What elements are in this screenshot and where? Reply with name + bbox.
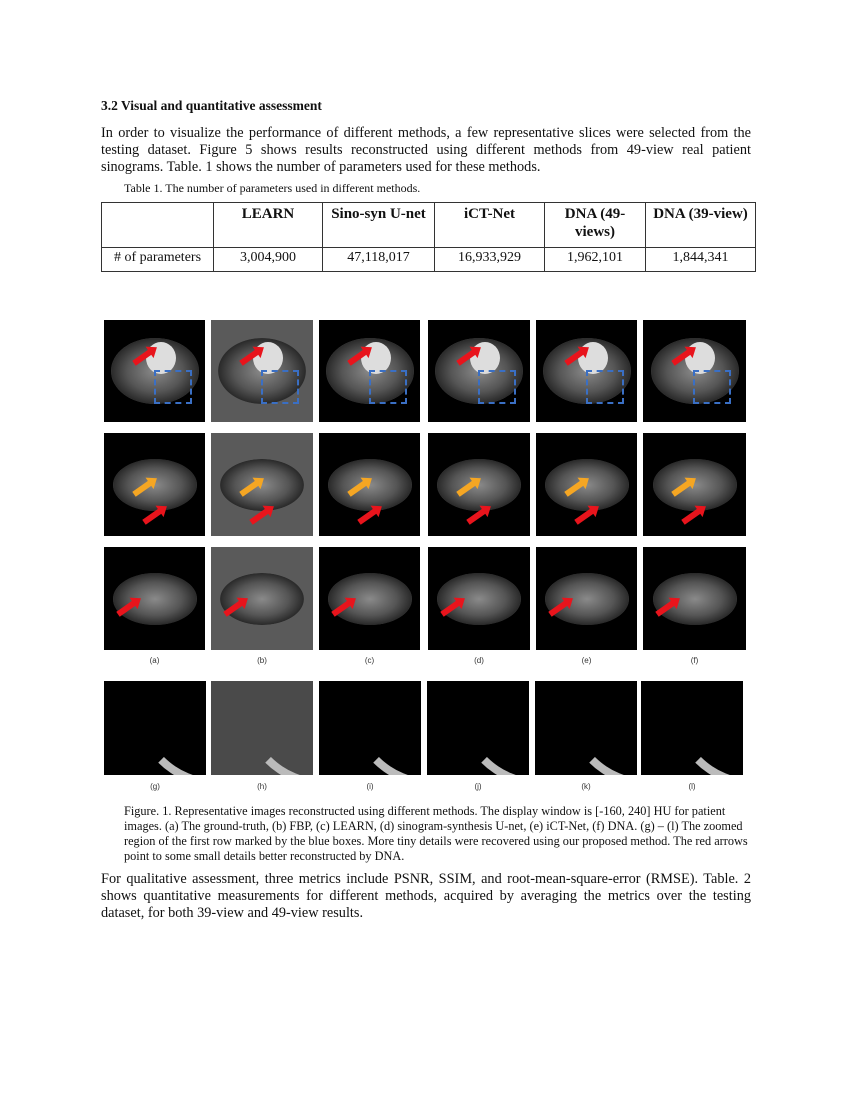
table-cell: 47,118,017 — [323, 248, 435, 272]
ct-image — [643, 320, 746, 422]
zoomed-ct-image — [319, 681, 421, 775]
table-header: DNA (39-view) — [646, 203, 756, 248]
table-cell: 1,844,341 — [646, 248, 756, 272]
table-caption: Table 1. The number of parameters used in different methods. — [124, 181, 421, 195]
figure-caption: Figure. 1. Representative images reconstructed using different methods. The display window is [-160, 240] HU for patient images. (a) The ground-truth, (b) FBP, (c) LEARN, (d) sinogram-synthesis U-net, (e) iCT-Net, (f) DNA. (g) – (l) The zoomed region of the first row marked by the blue boxes. More tiny details were recovered using our proposed method. The red arrows point to some small details better reconstructed by DNA. — [124, 804, 748, 863]
zoomed-ct-image — [211, 681, 313, 775]
zoom-box-marker — [586, 370, 624, 404]
zoomed-ct-image — [535, 681, 637, 775]
ct-image — [536, 547, 637, 650]
table-row — [102, 248, 756, 272]
ct-image — [643, 433, 746, 536]
ct-image — [428, 320, 530, 422]
table-cell: 16,933,929 — [435, 248, 545, 272]
zoom-box-marker — [478, 370, 516, 404]
ct-image — [104, 547, 205, 650]
table-header: iCT-Net — [435, 203, 545, 248]
zoom-box-marker — [261, 370, 299, 404]
paragraph: For qualitative assessment, three metrics include PSNR, SSIM, and root-mean-square-error (RMSE). Table. 2 shows quantitative measurements for different methods, acquired by averaging the metrics over the testing dataset, for both 39-view and 49-view results. — [101, 871, 751, 921]
table-cell: 3,004,900 — [214, 248, 323, 272]
table-header-row — [102, 203, 756, 248]
chest-wall — [349, 681, 421, 775]
chest-wall — [241, 681, 313, 775]
ct-image — [428, 433, 530, 536]
zoomed-ct-image — [641, 681, 743, 775]
ct-image — [643, 547, 746, 650]
subfigure-label: (g) — [150, 782, 160, 791]
subfigure-label: (l) — [688, 782, 696, 791]
ct-image — [104, 433, 205, 536]
zoomed-ct-image — [427, 681, 529, 775]
zoom-box-marker — [154, 370, 192, 404]
subfigure-label: (d) — [474, 656, 484, 665]
ct-image — [211, 320, 313, 422]
ct-image — [211, 547, 313, 650]
chest-wall — [134, 681, 206, 775]
body-outline — [113, 573, 197, 625]
body-outline — [545, 573, 629, 625]
table-header: Sino-syn U-net — [323, 203, 435, 248]
zoom-box-marker — [369, 370, 407, 404]
body-outline — [220, 573, 304, 625]
ct-image — [211, 433, 313, 536]
section-heading: 3.2 Visual and quantitative assessment — [101, 98, 322, 113]
table-header: LEARN — [214, 203, 323, 248]
table-cell: # of parameters — [102, 248, 214, 272]
ct-image — [319, 320, 420, 422]
chest-wall — [457, 681, 529, 775]
zoomed-ct-image — [104, 681, 206, 775]
subfigure-label: (e) — [581, 656, 592, 665]
body-outline — [328, 573, 412, 625]
ct-image — [536, 433, 637, 536]
parameters-table — [101, 202, 756, 272]
subfigure-label: (f) — [690, 656, 699, 665]
ct-image — [536, 320, 637, 422]
subfigure-label: (i) — [366, 782, 374, 791]
ct-image — [428, 547, 530, 650]
table-cell: 1,962,101 — [545, 248, 646, 272]
subfigure-label: (a) — [149, 656, 160, 665]
body-outline — [653, 573, 737, 625]
subfigure-label: (c) — [364, 656, 375, 665]
ct-image — [319, 433, 420, 536]
ct-image — [319, 547, 420, 650]
subfigure-label: (b) — [257, 656, 267, 665]
chest-wall — [565, 681, 637, 775]
subfigure-label: (h) — [257, 782, 267, 791]
ct-image — [104, 320, 205, 422]
body-outline — [437, 573, 521, 625]
subfigure-label: (j) — [474, 782, 482, 791]
paragraph: In order to visualize the performance of different methods, a few representative slices were selected from the testing dataset. Figure 5 shows results reconstructed using different methods from 49-view real patient sinograms. Table. 1 shows the number of parameters used for these methods. — [101, 125, 751, 175]
table-header — [102, 203, 214, 248]
zoom-box-marker — [693, 370, 731, 404]
subfigure-label: (k) — [581, 782, 591, 791]
table-header: DNA (49-views) — [545, 203, 646, 248]
chest-wall — [671, 681, 743, 775]
